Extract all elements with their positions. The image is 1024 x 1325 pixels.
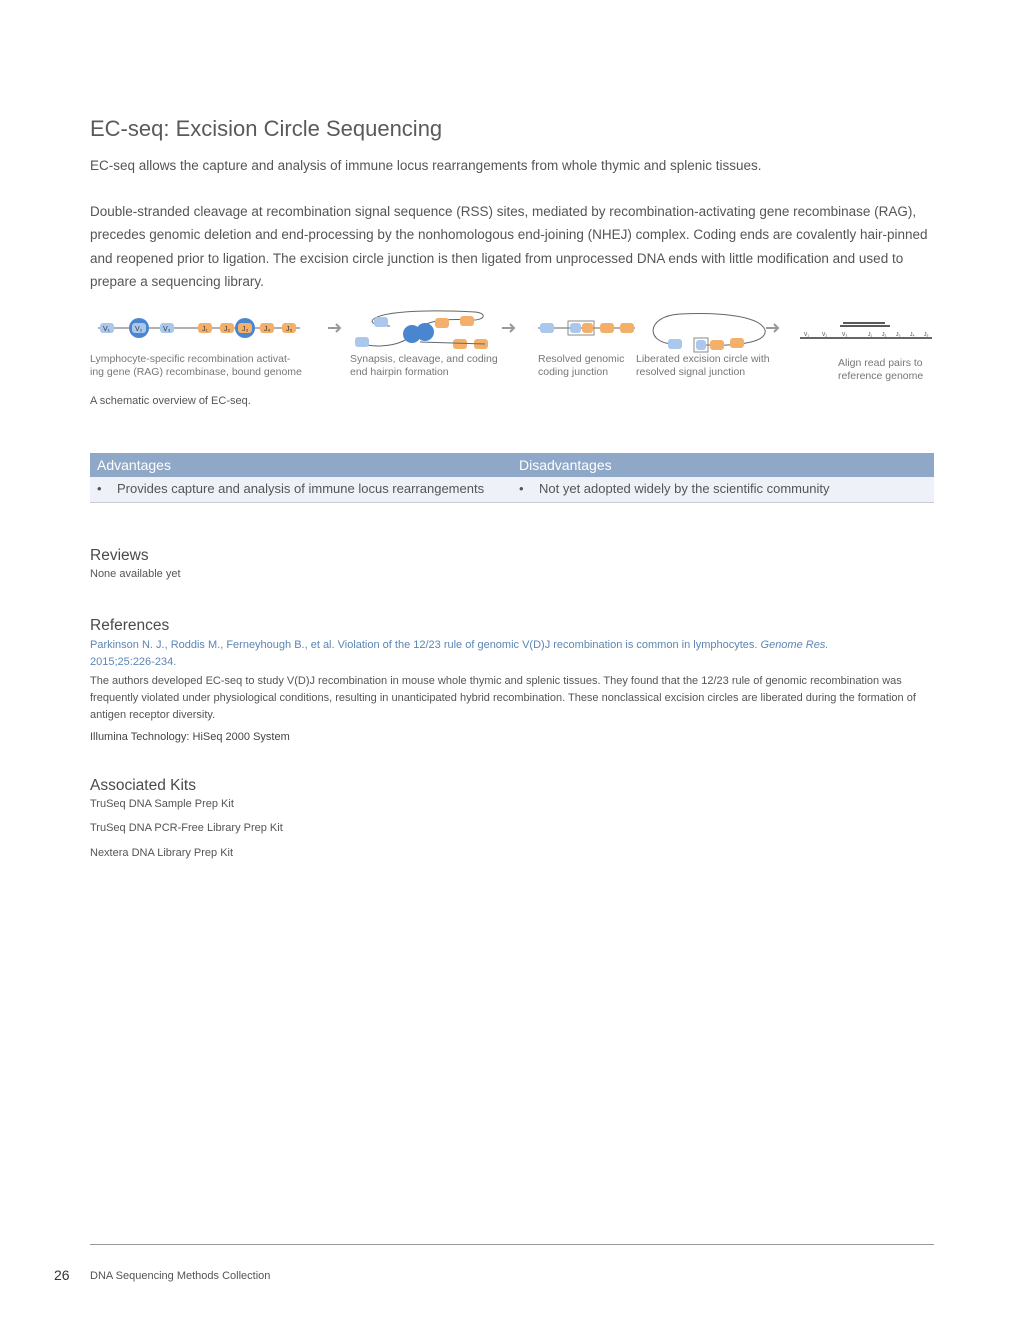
advantages-header: Advantages: [90, 453, 512, 477]
svg-text:V₁: V₁: [804, 332, 810, 338]
reference-technology: Illumina Technology: HiSeq 2000 System: [90, 731, 290, 743]
arrow-icon: [328, 324, 340, 332]
reviews-heading: Reviews: [90, 547, 149, 564]
reference-citation-link[interactable]: Parkinson N. J., Roddis M., Ferneyhough B., et al. Violation of the 12/23 rule of genomic V(D)J recombination is common in lymphocytes. Genome Res. 2015;25:226-234.: [90, 639, 829, 668]
label-j4: J₄: [264, 326, 271, 333]
arrow-icon: [766, 324, 778, 332]
svg-text:J₃: J₃: [896, 332, 901, 338]
label-v2: V₂: [135, 326, 143, 333]
kit-item: Nextera DNA Library Prep Kit: [90, 847, 234, 859]
svg-text:V₂: V₂: [822, 332, 828, 338]
svg-text:J₁: J₁: [868, 332, 873, 338]
label-j2: J₂: [224, 326, 231, 333]
ec-seq-schematic: [90, 308, 938, 388]
arrow-icon: [502, 324, 514, 332]
footer-divider: [90, 1244, 934, 1245]
step-caption-3: Resolved genomic coding junction: [538, 353, 625, 378]
step-caption-5: Align read pairs to reference genome: [838, 357, 924, 382]
intro-text: EC-seq allows the capture and analysis of immune locus rearrangements from whole thymic and splenic tissues.: [90, 158, 762, 173]
label-v3: V₃: [163, 326, 171, 333]
references-heading: References: [90, 617, 170, 634]
svg-text:J₂: J₂: [882, 332, 887, 338]
footer-collection-title: DNA Sequencing Methods Collection: [90, 1270, 271, 1282]
advantage-cell: • Provides capture and analysis of immune locus rearrangements: [90, 477, 512, 503]
page-title: EC-seq: Excision Circle Sequencing: [90, 116, 443, 141]
label-j1: J₁: [202, 326, 208, 333]
reference-summary: The authors developed EC-seq to study V(D)J recombination in mouse whole thymic and splenic tissues. They found that the 12/23 rule of genomic recombination was frequently violated under physiological conditions, resulting in unanticipated hybrid recombination. These nonclassical excision circles are liberated during the formation of antigen receptor diversity.: [90, 675, 916, 721]
svg-text:J₄: J₄: [910, 332, 915, 338]
table-row: [90, 477, 934, 503]
step-caption-4: Liberated excision circle with resolved signal junction: [636, 353, 770, 378]
disadvantages-header: Disadvantages: [512, 453, 934, 477]
schematic-diagram: [90, 308, 938, 358]
kit-item: TruSeq DNA Sample Prep Kit: [90, 798, 234, 810]
figure-caption: A schematic overview of EC-seq.: [90, 395, 251, 407]
step-caption-1: Lymphocyte-specific recombination activat- ing gene (RAG) recombinase, bound genome: [90, 353, 302, 378]
step-caption-2: Synapsis, cleavage, and coding end hairpin formation: [350, 353, 498, 378]
body-paragraph: Double-stranded cleavage at recombination signal sequence (RSS) sites, mediated by recombination-activating gene recombinase (RAG), precedes genomic deletion and end-processing by the nonhomologous end-joining (NHEJ) complex. Coding ends are covalently hair-pinned and reopened prior to ligation. The excision circle junction is then ligated from unprocessed DNA ends with little modification and used to prepare a sequencing library.: [90, 204, 928, 289]
advantages-table: [90, 453, 934, 503]
label-v1: V₁: [103, 326, 111, 333]
associated-kits-heading: Associated Kits: [90, 777, 196, 794]
svg-text:J₅: J₅: [924, 332, 929, 338]
label-j3: J₃: [242, 326, 249, 333]
kit-item: TruSeq DNA PCR-Free Library Prep Kit: [90, 822, 283, 834]
reviews-text: None available yet: [90, 568, 181, 580]
label-j5: J₅: [286, 326, 293, 333]
page-number: 26: [54, 1267, 70, 1283]
disadvantage-cell: • Not yet adopted widely by the scientific community: [512, 477, 934, 503]
svg-text:V₃: V₃: [842, 332, 848, 338]
rag-complex-2: [416, 323, 434, 341]
